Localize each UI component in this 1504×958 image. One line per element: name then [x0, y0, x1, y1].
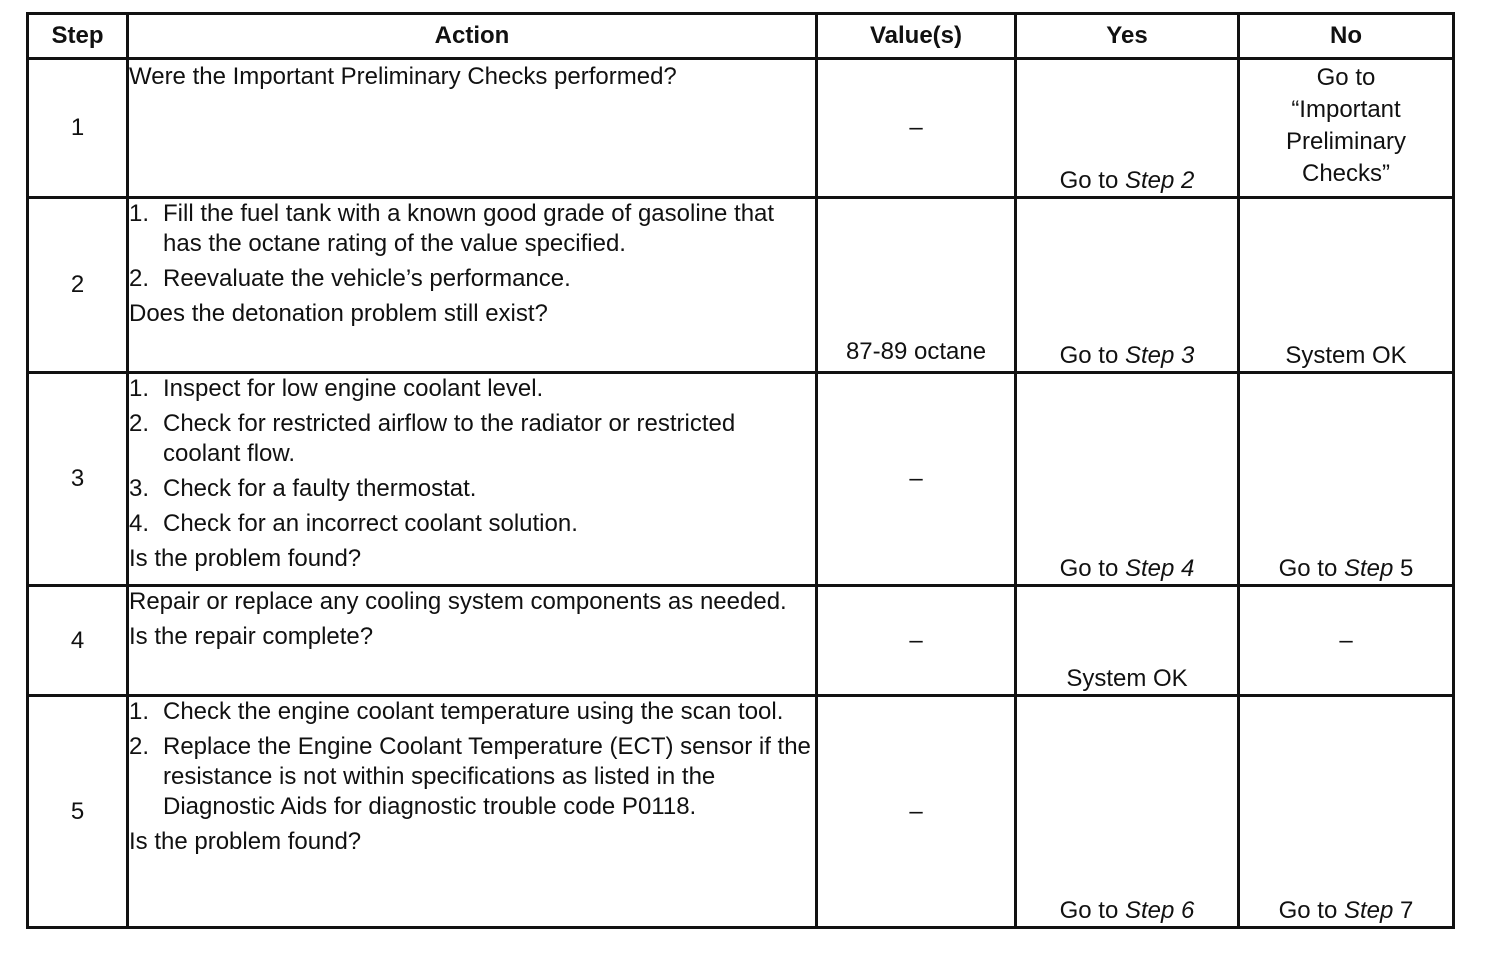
item-number: 2.	[129, 265, 150, 292]
action-question: Is the repair complete?	[129, 623, 374, 650]
action-item	[129, 732, 815, 822]
action-cell	[128, 373, 817, 586]
item-text: Check for an incorrect coolant solution.	[163, 510, 578, 537]
action-question: Is the problem found?	[129, 545, 362, 572]
step-link-number[interactable]: 3	[1181, 342, 1195, 369]
action-cell	[128, 198, 817, 373]
step-number: 5	[28, 696, 128, 928]
step-link-label[interactable]: Step	[1343, 897, 1394, 924]
diagnostic-table	[26, 12, 1455, 929]
goto-label: Go to	[1278, 897, 1338, 924]
item-number: 1.	[129, 375, 150, 402]
action-cell	[128, 59, 817, 198]
action-item	[129, 264, 815, 294]
value-cell: –	[817, 59, 1016, 198]
header-row	[28, 14, 1454, 59]
item-number: 4.	[129, 510, 150, 537]
no-cell	[1239, 373, 1454, 586]
action-item	[129, 474, 815, 504]
item-number: 3.	[129, 475, 150, 502]
step-link-label[interactable]: Step	[1124, 555, 1175, 582]
step-link-label[interactable]: Step	[1124, 167, 1175, 194]
step-number: 4	[28, 586, 128, 696]
table-row	[28, 198, 1454, 373]
item-number: 1.	[129, 698, 150, 725]
action-cell	[128, 696, 817, 928]
value-cell: –	[817, 586, 1016, 696]
item-text: Check the engine coolant temperature using the scan tool.	[163, 698, 784, 725]
header-action: Action	[128, 14, 817, 59]
header-no: No	[1239, 14, 1454, 59]
table-row	[28, 696, 1454, 928]
item-text: Reevaluate the vehicle’s performance.	[163, 265, 571, 292]
step-number: 1	[28, 59, 128, 198]
item-text: Check for restricted airflow to the radiator or restricted coolant flow.	[163, 410, 736, 467]
step-link-number[interactable]: 2	[1181, 167, 1195, 194]
no-cell	[1239, 696, 1454, 928]
action-question: Were the Important Preliminary Checks performed?	[129, 63, 677, 90]
value-cell: –	[817, 696, 1016, 928]
header-step: Step	[28, 14, 128, 59]
table-row	[28, 59, 1454, 198]
no-cell: System OK	[1239, 198, 1454, 373]
item-number: 2.	[129, 410, 150, 437]
step-number: 2	[28, 198, 128, 373]
step-link-number[interactable]: 4	[1181, 555, 1195, 582]
action-question: Does the detonation problem still exist?	[129, 300, 548, 327]
step-link-label[interactable]: Step	[1124, 897, 1175, 924]
no-line[interactable]: Checks”	[1301, 160, 1391, 187]
table-row	[28, 373, 1454, 586]
action-item	[129, 697, 815, 727]
goto-label: Go to	[1059, 555, 1119, 582]
value-cell: –	[817, 373, 1016, 586]
no-cell: –	[1239, 586, 1454, 696]
no-line[interactable]: “Important	[1291, 96, 1401, 123]
step-link-number[interactable]: 6	[1181, 897, 1195, 924]
value-cell: 87-89 octane	[817, 198, 1016, 373]
item-text: Replace the Engine Coolant Temperature (ECT) sensor if the resistance is not within specifications as listed in the Diagnostic Aids for diagnostic trouble code P0118.	[163, 733, 811, 820]
action-cell	[128, 586, 817, 696]
action-item	[129, 199, 815, 259]
step-link-label[interactable]: Step	[1343, 555, 1394, 582]
action-item	[129, 409, 815, 469]
yes-cell	[1016, 373, 1239, 586]
header-values: Value(s)	[817, 14, 1016, 59]
yes-cell	[1016, 198, 1239, 373]
yes-cell: System OK	[1016, 586, 1239, 696]
action-question: Is the problem found?	[129, 828, 362, 855]
table-row	[28, 586, 1454, 696]
no-line[interactable]: Preliminary	[1285, 128, 1407, 155]
goto-label: Go to	[1059, 342, 1119, 369]
no-cell	[1239, 59, 1454, 198]
step-link-number[interactable]: 5	[1400, 555, 1414, 582]
header-yes: Yes	[1016, 14, 1239, 59]
goto-label: Go to	[1059, 897, 1119, 924]
item-text: Fill the fuel tank with a known good grade of gasoline that has the octane rating of the value specified.	[163, 200, 775, 257]
action-item	[129, 509, 815, 539]
yes-cell	[1016, 696, 1239, 928]
item-number: 1.	[129, 200, 150, 227]
action-item	[129, 374, 815, 404]
goto-label: Go to	[1059, 167, 1119, 194]
goto-label: Go to	[1278, 555, 1338, 582]
step-link-label[interactable]: Step	[1124, 342, 1175, 369]
step-link-number[interactable]: 7	[1400, 897, 1414, 924]
item-text: Inspect for low engine coolant level.	[163, 375, 544, 402]
yes-cell	[1016, 59, 1239, 198]
step-number: 3	[28, 373, 128, 586]
item-number: 2.	[129, 733, 150, 760]
action-text: Repair or replace any cooling system components as needed.	[129, 588, 787, 615]
no-line: Go to	[1316, 64, 1376, 91]
item-text: Check for a faulty thermostat.	[163, 475, 477, 502]
